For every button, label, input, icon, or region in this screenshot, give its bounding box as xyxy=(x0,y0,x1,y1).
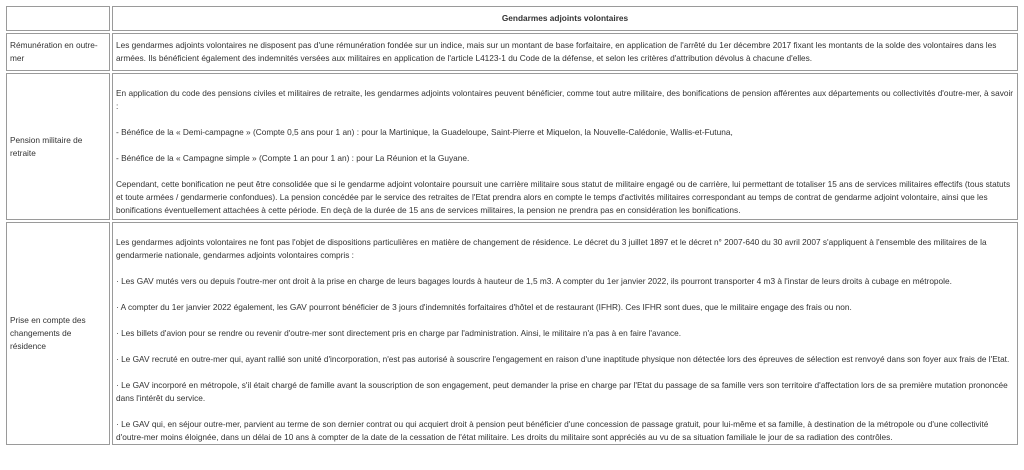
gav-info-table xyxy=(4,4,1020,447)
table-header-row xyxy=(6,6,1018,31)
paragraph: · Le GAV recruté en outre-mer qui, ayant rallié son unité d'incorporation, n'est pas autorisé à souscrire l'engagement en raison d'une inaptitude physique non détectée lors des épreuves de sélection est renvoyé dans son foyer aux frais de l'Etat. xyxy=(116,354,1010,364)
paragraph: - Bénéfice de la « Campagne simple » (Compte 1 an pour 1 an) : pour La Réunion et la Guyane. xyxy=(116,153,470,163)
paragraph: Les gendarmes adjoints volontaires ne font pas l'objet de dispositions particulières en matière de changement de résidence. Le décret du 3 juillet 1897 et le décret n° 2007-640 du 30 avril 2007 s'appliquent à l'ensemble des militaires de la gendarmerie nationale, gendarmes adjoints volontaires compris : xyxy=(116,237,987,260)
paragraph: · Les billets d'avion pour se rendre ou revenir d'outre-mer sont directement pris en charge par l'administration. Ainsi, le militaire n'a pas à en faire l'avance. xyxy=(116,328,682,338)
row-content xyxy=(112,222,1018,445)
row-label: Pension militaire de retraite xyxy=(6,73,110,220)
row-label: Rémunération en outre-mer xyxy=(6,33,110,71)
paragraph: - Bénéfice de la « Demi-campagne » (Compte 0,5 ans pour 1 an) : pour la Martinique, la Guadeloupe, Saint-Pierre et Miquelon, la Nouvelle-Calédonie, Wallis-et-Futuna, xyxy=(116,127,733,137)
paragraph: En application du code des pensions civiles et militaires de retraite, les gendarmes adjoints volontaires peuvent bénéficier, comme tout autre militaire, des bonifications de pension afférentes aux départements ou collectivités d'outre-mer, à savoir : xyxy=(116,88,1014,111)
paragraph: Cependant, cette bonification ne peut être consolidée que si le gendarme adjoint volontaire poursuit une carrière militaire sous statut de militaire engagé ou de carrière, lui permettant de totaliser 15 ans de services militaires effectifs (tous statuts et toute armées / gendarmerie confondues). La pension concédée par le service des retraites de l'Etat prendra alors en compte le temps d'activités militaires correspondant au temps de contrat de gendarme adjoint volontaire, ainsi que les bonifications éventuellement attachées à cette période. En deçà de la durée de 15 ans de services militaires, la pension ne prendra pas en considération les bonifications. xyxy=(116,179,1011,215)
paragraph: · Les GAV mutés vers ou depuis l'outre-mer ont droit à la prise en charge de leurs bagages lourds à hauteur de 1,5 m3. A compter du 1er janvier 2022, ils pourront transporter 4 m3 à l'instar de leurs droits à cubage en métropole. xyxy=(116,276,952,286)
table-row xyxy=(6,222,1018,445)
row-content xyxy=(112,33,1018,71)
table-row xyxy=(6,73,1018,220)
paragraph: Les gendarmes adjoints volontaires ne disposent pas d'une rémunération fondée sur un indice, mais sur un montant de base forfaitaire, en application de l'arrêté du 1er décembre 2017 fixant les montants de la solde des volontaires dans les armées. Ils bénéficient également des indemnités versées aux militaires en application de l'article L4123-1 du Code de la défense, et selon les critères d'attribution dévolus à chacune d'elles. xyxy=(116,40,997,63)
paragraph: · Le GAV incorporé en métropole, s'il était chargé de famille avant la souscription de son engagement, peut demander la prise en charge par l'Etat du passage de sa famille vers son territoire d'affectation lors de sa première mutation prononcée dans l'intérêt du service. xyxy=(116,380,1008,403)
paragraph: · A compter du 1er janvier 2022 également, les GAV pourront bénéficier de 3 jours d'indemnités forfaitaires d'hôtel et de restaurant (IFHR). Ces IFHR sont dues, que le militaire engage des frais ou non. xyxy=(116,302,852,312)
column-header: Gendarmes adjoints volontaires xyxy=(112,6,1018,31)
table-corner-cell xyxy=(6,6,110,31)
table-row xyxy=(6,33,1018,71)
row-label: Prise en compte des changements de résidence xyxy=(6,222,110,445)
paragraph: · Le GAV qui, en séjour outre-mer, parvient au terme de son dernier contrat ou qui acquiert droit à pension peut bénéficier d'une concession de passage gratuit, pour lui-même et sa famille, à destination de la métropole ou d'une collectivité d'outre-mer moins éloignée, dans un délai de 10 ans à compter de la date de la cessation de l'état militaire. Les droits du militaire sont appréciés au vu de sa situation familiale le jour de sa radiation des contrôles. xyxy=(116,419,989,442)
row-content xyxy=(112,73,1018,220)
